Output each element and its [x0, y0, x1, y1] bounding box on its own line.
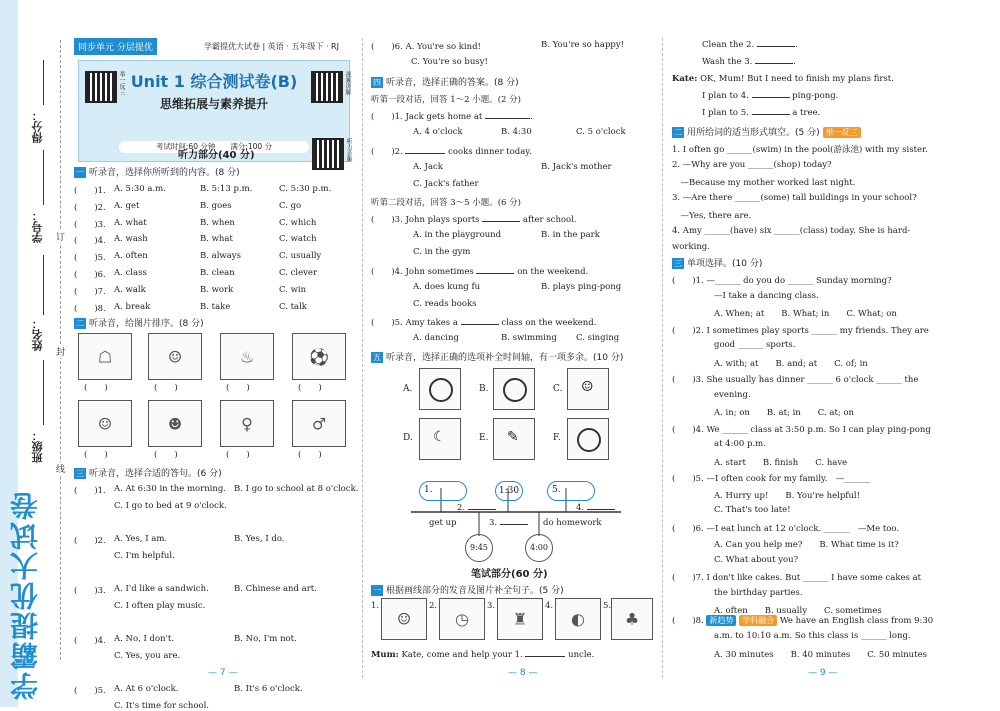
- child-icon: ☻: [167, 414, 183, 433]
- question-row: [371, 40, 481, 52]
- q-num[interactable]: ( )3.: [74, 219, 106, 230]
- option-a: A. in the playground: [413, 230, 502, 240]
- option-a: A. Yes, I am.: [114, 534, 168, 544]
- picture-d: [419, 418, 461, 460]
- subject-tag: 学科融合: [739, 615, 777, 626]
- q-text: We have an English class from 9:30: [779, 616, 934, 626]
- clock-f: [567, 418, 609, 460]
- dialog-text: Wash the 3.: [702, 57, 753, 67]
- q-num[interactable]: ( )4.: [74, 636, 106, 646]
- answer-blank[interactable]: [468, 509, 496, 510]
- name-line: [43, 255, 44, 315]
- option-b: B. 5:13 p.m.: [200, 184, 253, 194]
- speaker: Mum:: [371, 650, 399, 660]
- question-row: ( )1. Jack gets home at .: [371, 112, 533, 122]
- slot-num: 4.: [576, 503, 585, 513]
- option-c: C. win: [279, 284, 307, 295]
- option-c: C. Jack's father: [413, 179, 479, 189]
- q-num[interactable]: ( )7.: [74, 286, 106, 297]
- section-5-title: [371, 350, 623, 363]
- option-a: A. At 6 o'clock.: [114, 684, 179, 694]
- option-a: A. does kung fu: [413, 282, 481, 292]
- brand-logo: 学霸提优大试卷: [9, 490, 42, 700]
- option-a: A. dancing: [413, 333, 459, 343]
- dialog-text: I plan to 4.: [702, 91, 749, 101]
- page-9: [672, 38, 950, 668]
- qr-code-icon: [312, 138, 344, 170]
- picture-e: [493, 418, 535, 460]
- practice-tag: 举一反三: [823, 127, 861, 138]
- options: A. When; at B. What; in C. What; on: [714, 309, 897, 319]
- option-a: A. walk: [114, 284, 146, 295]
- q-text: class on the weekend.: [501, 318, 597, 328]
- qr-code-icon: [85, 71, 117, 103]
- q-text: the birthday parties.: [714, 587, 803, 598]
- answer-paren[interactable]: ( ): [226, 450, 250, 460]
- option-c: C. reads books: [413, 299, 477, 309]
- answer-paren[interactable]: ( ): [84, 450, 108, 460]
- option-b: B. what: [200, 234, 233, 245]
- picture-clock: [439, 598, 485, 640]
- picture-c: [567, 368, 609, 410]
- option-c: C. I go to bed at 9 o'clock.: [114, 501, 227, 511]
- dialog-text: OK, Mum! But I need to finish my plans first.: [700, 74, 894, 84]
- class-label: 班级：: [31, 430, 44, 463]
- clock-icon: ◷: [455, 609, 469, 629]
- teacher-icon: ☖: [97, 347, 113, 366]
- options: A. Hurry up! B. You're helpful!: [714, 490, 861, 501]
- column-divider: [362, 38, 363, 678]
- option-b: B. You're so happy!: [541, 40, 625, 50]
- option-a: A. break: [114, 301, 151, 312]
- q-num: ( )2.: [371, 147, 403, 157]
- option-b: B. Jack's mother: [541, 162, 612, 172]
- option-c: C. in the gym: [413, 247, 471, 257]
- option-a: A. At 6:30 in the morning.: [114, 484, 227, 494]
- section-2-title: [74, 316, 204, 329]
- series-header: 学霸提优大试卷 | 英语 · 五年级下 · RJ: [204, 42, 339, 51]
- section-text: 根据画线部分的发音及图片补全句子。(5 分): [386, 586, 564, 596]
- slot-num: 3.: [489, 518, 498, 528]
- sleeping-icon: ☾: [433, 429, 446, 445]
- options: A. often B. usually C. sometimes: [714, 606, 882, 616]
- picture-clothes: [497, 598, 543, 640]
- option-c: C. clever: [279, 268, 318, 278]
- section-text: 听录音，选择正确的选项补全时间轴，有一项多余。(10 分): [386, 353, 624, 363]
- answer-paren[interactable]: ( ): [298, 450, 322, 460]
- option-b: B. take: [200, 301, 231, 312]
- time-label: 1:30: [498, 486, 520, 496]
- page-number: — 8 —: [508, 668, 538, 678]
- q-num[interactable]: ( )8.: [74, 303, 106, 314]
- section-text: 听录音，选择你所听到的内容。(8 分): [89, 168, 240, 178]
- q-num[interactable]: ( )4.: [74, 236, 106, 247]
- option-b: B. clean: [200, 268, 235, 278]
- dancer-icon: ♀: [241, 414, 253, 433]
- q-text: ( )1. Jack gets home at: [371, 112, 483, 122]
- written-section-1-title: [371, 583, 564, 596]
- option-a: A. Jack: [413, 162, 443, 172]
- answer-paren[interactable]: ( ): [154, 450, 178, 460]
- question-row: ( )1. —______ do you do ______ Sunday morning?: [672, 276, 892, 286]
- q-num[interactable]: ( )2.: [74, 202, 106, 213]
- dialog-intro: 听第二段对话，回答 3～5 小题。(6 分): [371, 198, 521, 208]
- tree-icon: ♣: [624, 609, 640, 629]
- bubble-label: 1.: [424, 485, 433, 495]
- q-num[interactable]: ( )5.: [74, 253, 106, 264]
- dialog-line: [672, 74, 894, 84]
- answer-blank[interactable]: [461, 324, 499, 325]
- q-text: at 4:00 p.m.: [714, 439, 766, 449]
- q-num[interactable]: ( )5.: [74, 686, 106, 696]
- question-row: ( )5. —I often cook for my family. —______: [672, 474, 870, 484]
- question-row: ( )3. She usually has dinner ______ 6 o'clock ______ the: [672, 375, 919, 385]
- option-b: B. Chinese and art.: [234, 584, 317, 594]
- option-a: A. what: [114, 217, 147, 228]
- picture-football: [292, 333, 346, 380]
- option-a: A. wash: [114, 234, 148, 245]
- time-circle: 9:45: [465, 534, 493, 562]
- q-text: a.m. to 10:10 a.m. So this class is ______ long.: [714, 631, 911, 641]
- clock-icon: [503, 378, 527, 402]
- picture-playing: [148, 400, 202, 447]
- question-row: [371, 265, 588, 277]
- options: A. start B. finish C. have: [714, 457, 848, 468]
- picture-reading: [78, 400, 132, 447]
- answer-blank[interactable]: [587, 509, 615, 510]
- dialog-line: [702, 91, 838, 101]
- clock-icon: [429, 378, 453, 402]
- getup-label: get up: [429, 518, 457, 528]
- question-row: [371, 316, 596, 328]
- answer-paren[interactable]: ( ): [84, 383, 108, 393]
- section-text: 听录音，给图片排序。(8 分): [89, 319, 204, 329]
- picture-washing: [148, 333, 202, 380]
- q-text: C. What about you?: [714, 554, 799, 565]
- student-icon: ✎: [507, 429, 519, 445]
- option-a: A. class: [114, 268, 147, 278]
- answer-blank[interactable]: [525, 656, 565, 657]
- option-c: C. talk: [279, 301, 307, 312]
- section-1-title: [74, 165, 240, 178]
- written-title: 笔试部分(60 分): [471, 569, 548, 580]
- options: A. with; at B. and; at C. of; in: [714, 358, 868, 369]
- option-b: B. I go to school at 8 o'clock.: [234, 484, 359, 494]
- clock-label: F.: [553, 433, 561, 443]
- picture-tree: [611, 598, 653, 640]
- page-number: — 9 —: [808, 668, 838, 678]
- column-divider: [662, 38, 663, 678]
- q-text: on the weekend.: [517, 267, 589, 277]
- q-text: cooks dinner today.: [448, 147, 532, 157]
- options: A. in; on B. at; in C. at; on: [714, 408, 855, 418]
- dialog-text: ping-pong.: [792, 91, 839, 101]
- answer-paren[interactable]: ( ): [226, 383, 250, 393]
- q-text: after school.: [522, 215, 577, 225]
- pic-num: 2.: [429, 601, 438, 611]
- pic-num: 3.: [487, 601, 496, 611]
- dialog-line: [371, 650, 594, 660]
- answer-bubble-5[interactable]: [547, 481, 595, 501]
- dialog-line: [702, 108, 820, 118]
- option-c: C. It's time for school.: [114, 701, 209, 711]
- clock-label: D.: [403, 433, 413, 443]
- option-a: A. often: [114, 251, 148, 262]
- option-b: B. goes: [200, 200, 232, 211]
- options: A. 30 minutes B. 40 minutes C. 50 minutes: [714, 650, 927, 660]
- option-c: C. I'm helpful.: [114, 551, 175, 561]
- option-b: B. in the park: [541, 230, 600, 240]
- id-label: 学号：: [31, 210, 44, 243]
- question-row: ( )6. —I eat lunch at 12 o'clock. ______ —Me too.: [672, 523, 900, 534]
- id-line: [43, 150, 44, 205]
- picture-blackboard: [78, 333, 132, 380]
- page-8: [371, 38, 653, 668]
- dialog-text: Clean the 2.: [702, 40, 755, 50]
- question-row: ( )2. I sometimes play sports ______ my friends. They are: [672, 325, 929, 336]
- option-c: C. which: [279, 217, 317, 228]
- picture-cooking: [220, 333, 274, 380]
- dialog-text: a tree.: [792, 108, 821, 118]
- option-a: A. I'd like a sandwich.: [114, 584, 209, 594]
- option-a: A. You're so kind!: [405, 42, 481, 52]
- score-line: [43, 60, 44, 105]
- option-a: A. 5:30 a.m.: [114, 184, 166, 194]
- section-4-title: [371, 75, 519, 88]
- binding-strip: [0, 0, 62, 707]
- qr-label: 举一反三: [118, 71, 125, 95]
- option-b: B. It's 6 o'clock.: [234, 684, 303, 694]
- section-text: 听录音，选择合适的答句。(6 分): [89, 469, 222, 479]
- picture-walking: [292, 400, 346, 447]
- answer-paren[interactable]: ( ): [154, 383, 178, 393]
- fill-in-row: 1. I often go ______(swim) in the pool(游泳池) with my sister.: [672, 145, 928, 155]
- page-number: — 7 —: [208, 668, 238, 678]
- q-num[interactable]: ( )6.: [74, 270, 106, 280]
- homework-label: do homework: [543, 518, 602, 528]
- option-b: B. when: [200, 217, 235, 228]
- option-c: C. watch: [279, 234, 317, 245]
- section-number: 二: [76, 319, 84, 328]
- option-c: C. You're so busy!: [411, 57, 488, 67]
- qr-label: 听力音频: [345, 138, 352, 162]
- fill-in-row: 4. Amy ______(have) six ______(class) today. She is hard-: [672, 225, 911, 236]
- section-number: 三: [76, 469, 84, 478]
- picture-uncle: [381, 598, 427, 640]
- question-row: ( )4. We ______ class at 3:50 p.m. So I can play ping-pong: [672, 424, 931, 435]
- timeline-slot-4: [576, 503, 615, 513]
- pic-num: 1.: [371, 601, 380, 611]
- option-c: C. 5:30 p.m.: [279, 184, 332, 194]
- unit-tag: 同步单元 分层提优: [74, 38, 157, 55]
- trend-tag: 新趋势: [706, 615, 736, 626]
- qr-code-icon: [311, 71, 343, 103]
- option-a: A. get: [114, 200, 140, 211]
- question-row: ( )7. I don't like cakes. But ______ I have some cakes at: [672, 573, 922, 583]
- q-num[interactable]: ( )2.: [74, 536, 106, 546]
- cut-label-3: 线: [56, 462, 65, 475]
- person-icon: ☺: [396, 609, 412, 629]
- option-b: B. always: [200, 251, 241, 262]
- answer-blank[interactable]: [485, 118, 530, 119]
- dialog-line: Clean the 2. .: [702, 40, 798, 50]
- timeline-slot-3: [489, 518, 528, 528]
- ball-icon: ⚽: [309, 347, 329, 366]
- clock-label: E.: [479, 433, 489, 443]
- q-text: ( )3. John plays sports: [371, 215, 480, 225]
- clock-b: [493, 368, 535, 410]
- answer-bubble-1[interactable]: [419, 481, 467, 501]
- answer-blank[interactable]: [757, 46, 795, 47]
- clock-label: C.: [553, 384, 563, 394]
- pic-num: 5.: [603, 601, 612, 611]
- q-text: ( )5. Amy takes a: [371, 318, 458, 328]
- q-text: C. That's too late!: [714, 505, 791, 515]
- slot-num: 2.: [457, 503, 466, 513]
- time-bubble: [495, 481, 523, 501]
- option-b: B. work: [200, 284, 234, 295]
- dialog-text: uncle.: [568, 650, 595, 660]
- q-num[interactable]: ( )6.: [371, 42, 403, 52]
- child-icon: ☺: [581, 379, 594, 395]
- page-subtitle: 思维拓展与素养提升: [159, 97, 268, 111]
- q-num[interactable]: ( )8.: [672, 616, 704, 626]
- score-label: 得分：: [31, 110, 44, 143]
- option-b: B. swimming: [501, 333, 557, 343]
- option-b: B. plays ping-pong: [541, 282, 622, 292]
- child-icon: ☺: [97, 414, 113, 433]
- answer-blank[interactable]: [482, 221, 520, 222]
- clock-label: B.: [479, 384, 489, 394]
- fill-in-row: 3. —Are there ______(some) tall buildings in your school?: [672, 192, 917, 203]
- answer-blank[interactable]: [500, 524, 528, 525]
- options: A. Can you help me? B. What time is it?: [714, 540, 899, 550]
- answer-blank[interactable]: [405, 153, 445, 154]
- shirt-icon: ♜: [512, 609, 528, 629]
- section-number: 四: [373, 78, 381, 87]
- q-text: —I take a dancing class.: [714, 290, 819, 301]
- class-line: [43, 360, 44, 425]
- answer-blank[interactable]: [476, 273, 514, 274]
- section-number: 二: [674, 128, 682, 137]
- listening-title: 听力部分(40 分): [178, 150, 255, 161]
- time-circle: 4:00: [525, 534, 553, 562]
- answer-blank[interactable]: [752, 97, 790, 98]
- section-text: 用所给词的适当形式填空。(5 分): [687, 128, 820, 138]
- option-c: C. go: [279, 200, 302, 211]
- bubble-label: 5.: [552, 485, 561, 495]
- dialog-intro: 听第一段对话，回答 1～2 小题。(2 分): [371, 95, 521, 105]
- child-icon: ☺: [167, 347, 183, 366]
- section-number: 一: [76, 168, 84, 177]
- clock-icon: [577, 428, 601, 452]
- picture-pingpong: [555, 598, 601, 640]
- name-label: 姓名：: [31, 318, 44, 351]
- q-text: ( )4. John sometimes: [371, 267, 474, 277]
- pic-num: 4.: [545, 601, 554, 611]
- pingpong-icon: ◐: [571, 609, 585, 629]
- option-b: B. No, I'm not.: [234, 634, 297, 644]
- answer-blank[interactable]: [755, 63, 793, 64]
- option-c: C. usually: [279, 251, 322, 262]
- written-section-3-title: [672, 256, 762, 269]
- dialog-line: Wash the 3. .: [702, 57, 796, 67]
- section-text: 单项选择。(10 分): [687, 259, 763, 269]
- fill-in-row: —Because my mother worked last night.: [672, 178, 856, 188]
- section-text: 听录音，选择正确的答案。(8 分): [386, 78, 519, 88]
- q-num[interactable]: ( )1.: [74, 186, 106, 196]
- clock-a: [419, 368, 461, 410]
- q-num[interactable]: ( )3.: [74, 586, 106, 596]
- exam-meta: 考试时间:60 分钟 满分:100 分: [119, 141, 309, 153]
- option-c: C. 5 o'clock: [576, 127, 626, 137]
- option-b: B. Yes, I do.: [234, 534, 285, 544]
- q-text: good ______ sports.: [714, 340, 796, 350]
- fill-in-row: —Yes, there are.: [672, 211, 752, 221]
- question-row: [371, 213, 577, 225]
- page-title: Unit 1 综合测试卷(B): [130, 72, 298, 91]
- page-7: [74, 38, 359, 711]
- option-c: C. singing: [576, 333, 620, 343]
- section-number: 三: [674, 259, 682, 268]
- q-text: evening.: [714, 389, 751, 400]
- fill-in-row: 2. —Why are you ______(shop) today?: [672, 159, 832, 170]
- walker-icon: ♂: [311, 414, 327, 433]
- cut-label-1: 订: [56, 230, 65, 243]
- option-a: A. 4 o'clock: [413, 127, 463, 137]
- written-section-2-title: [672, 125, 861, 138]
- option-c: C. I often play music.: [114, 601, 206, 611]
- option-c: C. Yes, you are.: [114, 651, 181, 661]
- option-a: A. No, I don't.: [114, 634, 175, 644]
- pot-icon: ♨: [239, 347, 255, 366]
- q-num[interactable]: ( )1.: [74, 486, 106, 496]
- picture-dancing: [220, 400, 274, 447]
- cut-label-2: 封: [56, 345, 65, 358]
- clock-label: A.: [403, 384, 413, 394]
- question-row: [371, 145, 532, 157]
- section-number: 一: [373, 586, 381, 595]
- qr-label: 视频讲解: [344, 71, 351, 95]
- timeline-slot-2: [457, 503, 496, 513]
- answer-blank[interactable]: [752, 114, 790, 115]
- section-number: 五: [373, 353, 381, 362]
- option-b: B. 4:30: [501, 127, 532, 137]
- fill-in-row: working.: [672, 242, 710, 252]
- dialog-text: I plan to 5.: [702, 108, 749, 118]
- dialog-text: Kate, come and help your 1.: [401, 650, 523, 660]
- speaker: Kate:: [672, 74, 698, 84]
- answer-paren[interactable]: ( ): [298, 383, 322, 393]
- section-3-title: [74, 466, 222, 479]
